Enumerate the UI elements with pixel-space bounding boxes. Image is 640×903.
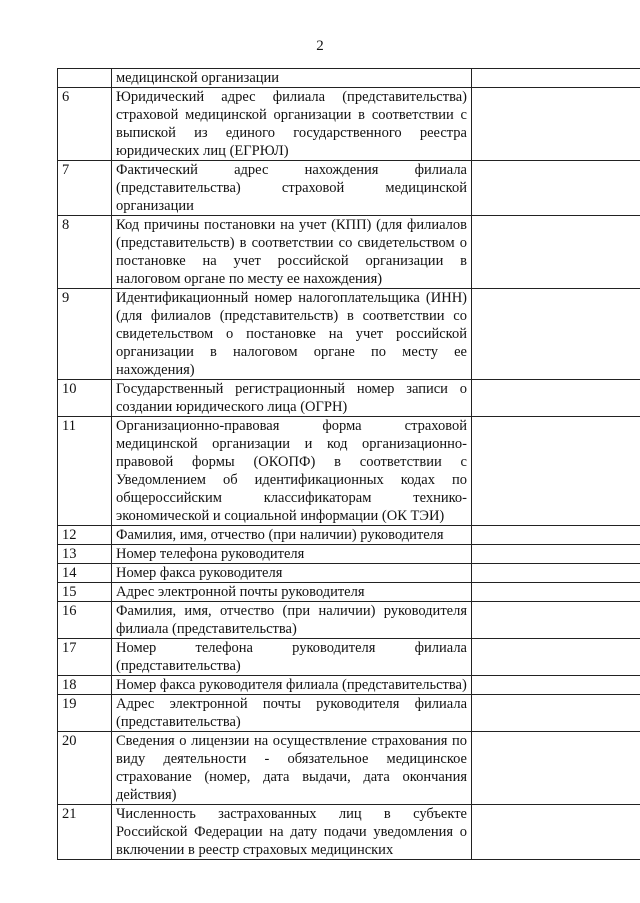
row-description: Идентификационный номер налогоплательщика (ИНН) (для филиалов (представительств) в соответствии со свидетельством о постановке на учет российской организации в налоговом органе по месту ее нахождения) xyxy=(112,289,472,380)
row-description: Фамилия, имя, отчество (при наличии) руководителя филиала (представительства) xyxy=(112,602,472,639)
row-description: Номер телефона руководителя филиала (представительства) xyxy=(112,639,472,676)
row-description: Государственный регистрационный номер записи о создании юридического лица (ОГРН) xyxy=(112,380,472,417)
table-row xyxy=(58,564,640,583)
row-number: 21 xyxy=(58,805,112,860)
row-value-cell xyxy=(472,380,640,417)
table-row xyxy=(58,289,640,380)
row-value-cell xyxy=(472,161,640,216)
row-number: 8 xyxy=(58,216,112,289)
row-description: Фактический адрес нахождения филиала (представительства) страховой медицинской организации xyxy=(112,161,472,216)
row-number: 11 xyxy=(58,417,112,526)
row-description: Код причины постановки на учет (КПП) (для филиалов (представительств) в соответствии со свидетельством о постановке на учет российской организации в налоговом органе по месту ее нахождения) xyxy=(112,216,472,289)
row-description: Адрес электронной почты руководителя филиала (представительства) xyxy=(112,695,472,732)
row-number: 7 xyxy=(58,161,112,216)
row-value-cell xyxy=(472,639,640,676)
row-description: Сведения о лицензии на осуществление страхования по виду деятельности - обязательное медицинское страхование (номер, дата выдачи, дата окончания действия) xyxy=(112,732,472,805)
row-value-cell xyxy=(472,602,640,639)
table-row xyxy=(58,583,640,602)
table-row xyxy=(58,676,640,695)
row-number: 14 xyxy=(58,564,112,583)
row-value-cell xyxy=(472,526,640,545)
row-value-cell xyxy=(472,216,640,289)
table-row xyxy=(58,161,640,216)
row-number: 6 xyxy=(58,88,112,161)
row-value-cell xyxy=(472,676,640,695)
row-value-cell xyxy=(472,732,640,805)
table-row xyxy=(58,88,640,161)
row-number: 18 xyxy=(58,676,112,695)
table-row xyxy=(58,805,640,860)
row-description: Номер телефона руководителя xyxy=(112,545,472,564)
row-value-cell xyxy=(472,545,640,564)
row-description: Адрес электронной почты руководителя xyxy=(112,583,472,602)
row-number: 13 xyxy=(58,545,112,564)
row-description: Юридический адрес филиала (представительства) страховой медицинской организации в соответствии с выпиской из единого государственного реестра юридических лиц (ЕГРЮЛ) xyxy=(112,88,472,161)
table-row xyxy=(58,216,640,289)
row-description: медицинской организации xyxy=(112,69,472,88)
row-number: 17 xyxy=(58,639,112,676)
table-row xyxy=(58,526,640,545)
row-number: 15 xyxy=(58,583,112,602)
row-value-cell xyxy=(472,417,640,526)
row-value-cell xyxy=(472,564,640,583)
row-value-cell xyxy=(472,805,640,860)
table-row xyxy=(58,695,640,732)
row-number: 12 xyxy=(58,526,112,545)
page-number: 2 xyxy=(316,38,324,54)
table-row xyxy=(58,602,640,639)
row-value-cell xyxy=(472,69,640,88)
notification-form-table xyxy=(57,68,640,860)
table-row xyxy=(58,69,640,88)
row-number xyxy=(58,69,112,88)
row-number: 16 xyxy=(58,602,112,639)
row-description: Номер факса руководителя филиала (представительства) xyxy=(112,676,472,695)
table-row xyxy=(58,732,640,805)
table-row xyxy=(58,417,640,526)
row-number: 19 xyxy=(58,695,112,732)
row-number: 9 xyxy=(58,289,112,380)
row-value-cell xyxy=(472,695,640,732)
row-description: Численность застрахованных лиц в субъекте Российской Федерации на дату подачи уведомления о включении в реестр страховых медицинских xyxy=(112,805,472,860)
table-row xyxy=(58,380,640,417)
table-row xyxy=(58,639,640,676)
row-description: Организационно-правовая форма страховой медицинской организации и код организационно-правовой формы (ОКОПФ) в соответствии с Уведомлением об идентификационных кодах по общероссийским классификаторам технико-экономической и социальной информации (ОК ТЭИ) xyxy=(112,417,472,526)
row-number: 20 xyxy=(58,732,112,805)
row-description: Фамилия, имя, отчество (при наличии) руководителя xyxy=(112,526,472,545)
row-value-cell xyxy=(472,289,640,380)
row-value-cell xyxy=(472,88,640,161)
row-number: 10 xyxy=(58,380,112,417)
row-description: Номер факса руководителя xyxy=(112,564,472,583)
table-row xyxy=(58,545,640,564)
row-value-cell xyxy=(472,583,640,602)
